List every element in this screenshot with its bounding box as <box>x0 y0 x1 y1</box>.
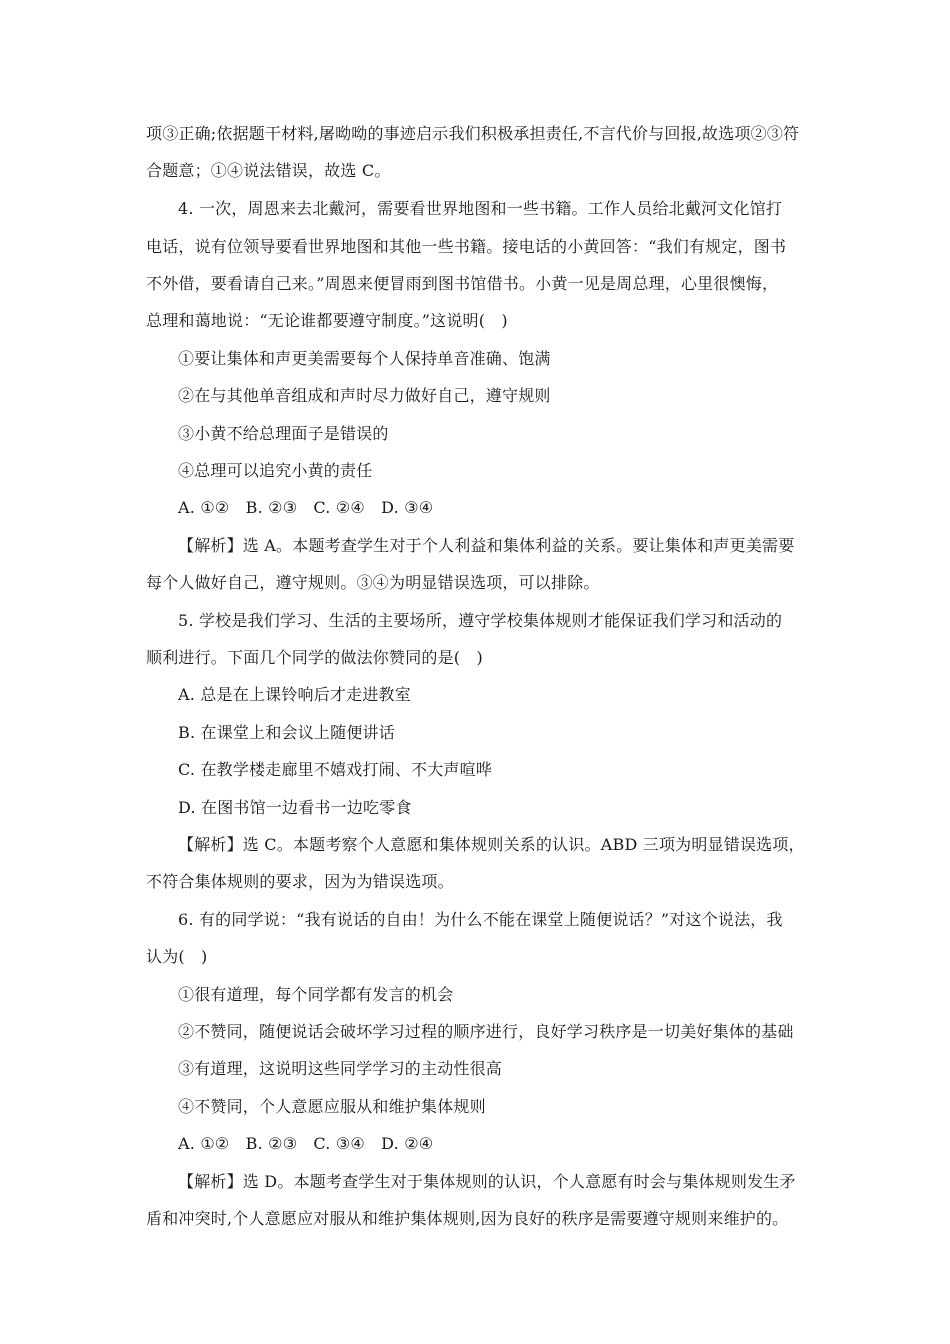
question-6-stem: 6. 有的同学说：“我有说话的自由！为什么不能在课堂上随便说话？”对这个说法，我 <box>178 910 783 929</box>
text-line: 合题意；①④说法错误，故选 C。 <box>146 161 391 180</box>
question-4-options: A. ①② B. ②③ C. ②④ D. ③④ <box>178 498 434 517</box>
question-5-option-b: B. 在课堂上和会议上随便讲话 <box>178 723 395 742</box>
question-5-option-d: D. 在图书馆一边看书一边吃零食 <box>178 798 412 817</box>
question-6-stem: 认为( ) <box>146 947 208 966</box>
question-5-stem: 5. 学校是我们学习、生活的主要场所，遵守学校集体规则才能保证我们学习和活动的 <box>178 611 783 630</box>
question-4-stem: 不外借，要看请自己来。”周恩来便冒雨到图书馆借书。小黄一见是周总理，心里很懊悔， <box>146 274 779 293</box>
question-6-statement: ③有道理，这说明这些同学学习的主动性很高 <box>178 1059 503 1078</box>
question-4-analysis: 【解析】选 A。本题考查学生对于个人利益和集体利益的关系。要让集体和声更美需要 <box>178 536 795 555</box>
question-5-option-c: C. 在教学楼走廊里不嬉戏打闹、不大声喧哗 <box>178 760 493 779</box>
question-6-statement: ④不赞同，个人意愿应服从和维护集体规则 <box>178 1097 486 1116</box>
question-5-option-a: A. 总是在上课铃响后才走进教室 <box>178 685 411 704</box>
question-6-statement: ①很有道理，每个同学都有发言的机会 <box>178 985 454 1004</box>
question-5-analysis: 【解析】选 C。本题考察个人意愿和集体规则关系的认识。ABD 三项为明显错误选项， <box>178 835 805 854</box>
question-5-analysis: 不符合集体规则的要求，因为为错误选项。 <box>146 872 454 891</box>
question-6-options: A. ①② B. ②③ C. ③④ D. ②④ <box>178 1134 434 1153</box>
question-4-statement: ②在与其他单音组成和声时尽力做好自己，遵守规则 <box>178 386 551 405</box>
question-5-stem: 顺利进行。下面几个同学的做法你赞同的是( ) <box>146 648 483 667</box>
question-6-statement: ②不赞同，随便说话会破坏学习过程的顺序进行，良好学习秩序是一切美好集体的基础 <box>178 1022 794 1041</box>
question-4-statement: ④总理可以追究小黄的责任 <box>178 461 373 480</box>
question-4-stem: 4. 一次，周恩来去北戴河，需要看世界地图和一些书籍。工作人员给北戴河文化馆打 <box>178 199 783 218</box>
question-4-stem: 总理和蔼地说：“无论谁都要遵守制度。”这说明( ) <box>146 311 508 330</box>
question-4-statement: ③小黄不给总理面子是错误的 <box>178 424 389 443</box>
question-4-stem: 电话，说有位领导要看世界地图和其他一些书籍。接电话的小黄回答：“我们有规定，图书 <box>146 237 787 256</box>
question-6-analysis: 【解析】选 D。本题考查学生对于集体规则的认识，个人意愿有时会与集体规则发生矛 <box>178 1172 796 1191</box>
question-4-analysis: 每个人做好自己，遵守规则。③④为明显错误选项，可以排除。 <box>146 573 600 592</box>
text-line: 项③正确;依据题干材料,屠呦呦的事迹启示我们积极承担责任,不言代价与回报,故选项②③符 <box>146 124 800 143</box>
question-4-statement: ①要让集体和声更美需要每个人保持单音准确、饱满 <box>178 349 551 368</box>
question-6-analysis: 盾和冲突时,个人意愿应对服从和维护集体规则,因为良好的秩序是需要遵守规则来维护的。 <box>146 1209 789 1228</box>
